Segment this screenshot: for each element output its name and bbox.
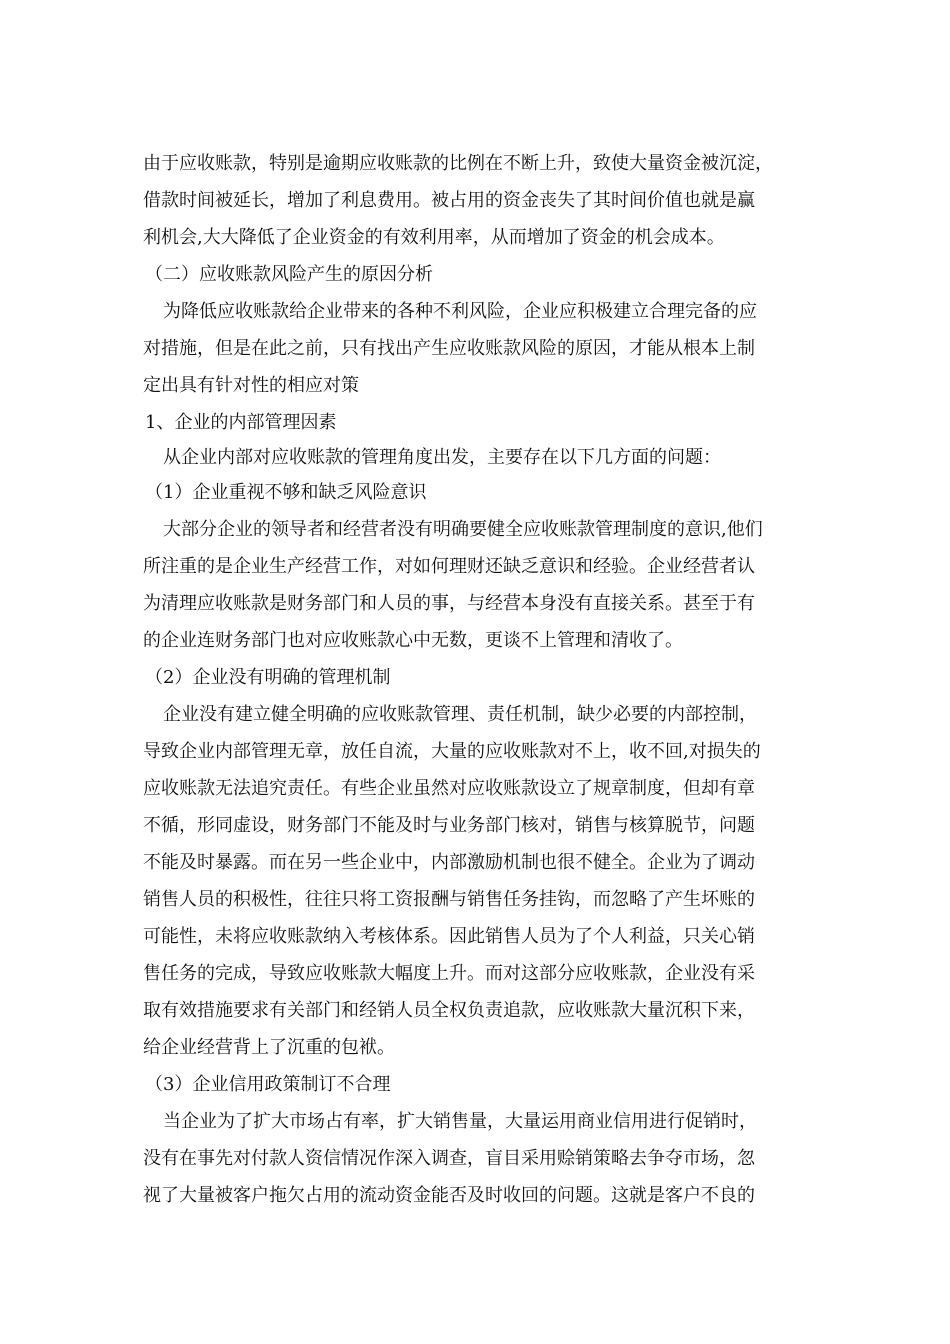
body-text-line: 给企业经营背上了沉重的包袱。 — [143, 1037, 395, 1058]
body-text-line: 大部分企业的领导者和经营者没有明确要健全应收账款管理制度的意识,他们 — [163, 519, 763, 540]
body-text-line: 售任务的完成，导致应收账款大幅度上升。而对这部分应收账款，企业没有采 — [143, 963, 755, 984]
body-text-line: 对措施，但是在此之前，只有找出产生应收账款风险的原因，才能从根本上制 — [143, 338, 755, 359]
section-heading: （二）应收账款风险产生的原因分析 — [145, 264, 433, 285]
body-text-line: 为清理应收账款是财务部门和人员的事，与经营本身没有直接关系。甚至于有 — [143, 593, 755, 614]
body-text-line: 企业没有建立健全明确的应收账款管理、责任机制，缺少必要的内部控制， — [163, 704, 757, 725]
item-heading: （3）企业信用政策制订不合理 — [145, 1074, 391, 1095]
body-text-line: 利机会,大大降低了企业资金的有效利用率，从而增加了资金的机会成本。 — [143, 227, 725, 248]
body-text-line: 由于应收账款，特别是逾期应收账款的比例在不断上升，致使大量资金被沉淀， — [143, 153, 773, 174]
item-heading: （1）企业重视不够和缺乏风险意识 — [145, 482, 427, 503]
body-text-line: 不循，形同虚设，财务部门不能及时与业务部门核对，销售与核算脱节，问题 — [143, 815, 755, 836]
body-text-line: 导致企业内部管理无章，放任自流，大量的应收账款对不上，收不回,对损失的 — [143, 741, 761, 762]
subsection-heading: 1、企业的内部管理因素 — [145, 412, 337, 433]
body-text-line: 的企业连财务部门也对应收账款心中无数，更谈不上管理和清收了。 — [143, 630, 683, 651]
body-text-line: 销售人员的积极性，往往只将工资报酬与销售任务挂钩，而忽略了产生坏账的 — [143, 889, 755, 910]
body-text-line: 为降低应收账款给企业带来的各种不利风险，企业应积极建立合理完备的应 — [163, 301, 757, 322]
body-text-line: 没有在事先对付款人资信情况作深入调查，盲目采用赊销策略去争夺市场，忽 — [143, 1148, 755, 1169]
body-text-line: 应收账款无法追究责任。有些企业虽然对应收账款设立了规章制度，但却有章 — [143, 778, 755, 799]
body-text-line: 视了大量被客户拖欠占用的流动资金能否及时收回的问题。这就是客户不良的 — [143, 1185, 755, 1206]
body-text-line: 定出具有针对性的相应对策 — [143, 375, 359, 396]
body-text-line: 所注重的是企业生产经营工作，对如何理财还缺乏意识和经验。企业经营者认 — [143, 556, 755, 577]
body-text-line: 借款时间被延长，增加了利息费用。被占用的资金丧失了其时间价值也就是赢 — [143, 190, 755, 211]
body-text-line: 不能及时暴露。而在另一些企业中，内部激励机制也很不健全。企业为了调动 — [143, 852, 755, 873]
item-heading: （2）企业没有明确的管理机制 — [145, 667, 391, 688]
body-text-line: 当企业为了扩大市场占有率，扩大销售量，大量运用商业信用进行促销时， — [163, 1111, 757, 1132]
body-text-line: 可能性，未将应收账款纳入考核体系。因此销售人员为了个人利益，只关心销 — [143, 926, 755, 947]
body-text-line: 从企业内部对应收账款的管理角度出发，主要存在以下几方面的问题： — [163, 447, 721, 468]
body-text-line: 取有效措施要求有关部门和经销人员全权负责追款，应收账款大量沉积下来， — [143, 1000, 755, 1021]
